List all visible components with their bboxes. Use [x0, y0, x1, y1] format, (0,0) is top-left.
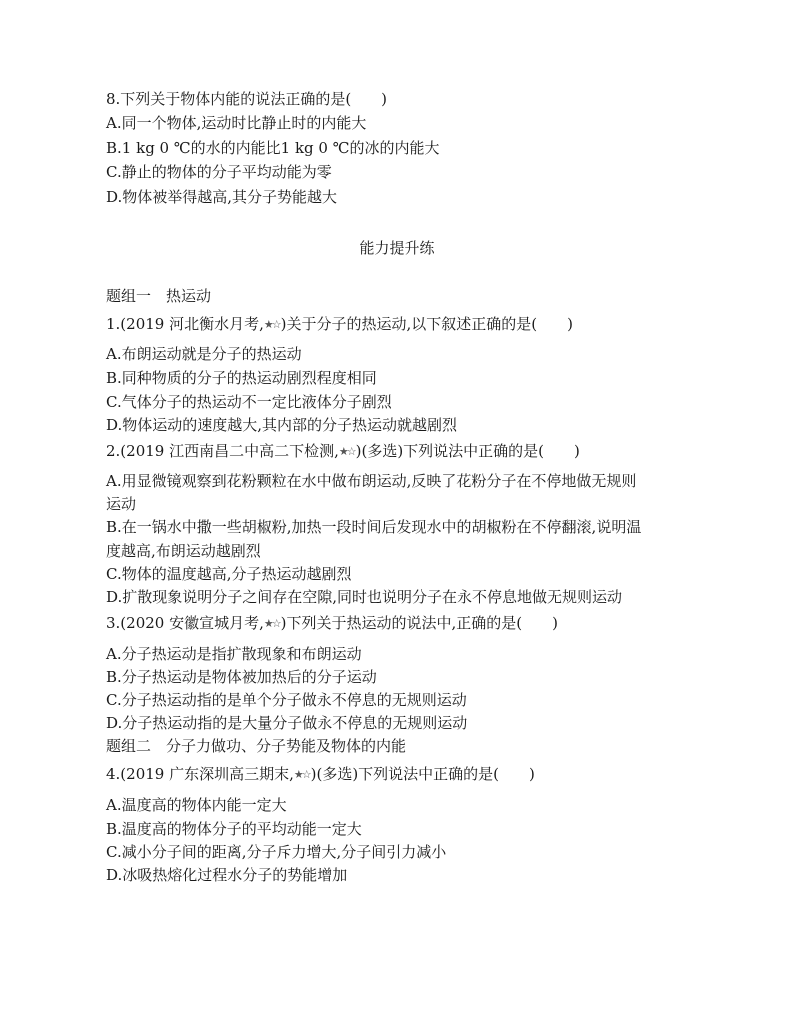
q1-option-b: B.同种物质的分子的热运动剧烈程度相同 [106, 369, 377, 387]
q4-stem [106, 763, 535, 786]
q1-option-a: A.布朗运动就是分子的热运动 [106, 345, 302, 363]
q4-stem-source: 4.(2019 广东深圳高三期末, [106, 765, 294, 783]
q1-stem-question: )关于分子的热运动,以下叙述正确的是( ) [280, 315, 573, 333]
q2-option-a-line1: A.用显微镜观察到花粉颗粒在水中做布朗运动,反映了花粉分子在不停地做无规则 [106, 472, 637, 490]
q8-stem: 8.下列关于物体内能的说法正确的是( ) [106, 90, 388, 108]
difficulty-star-icon: ★☆ [263, 617, 280, 630]
q3-option-a: A.分子热运动是指扩散现象和布朗运动 [106, 645, 362, 663]
difficulty-star-icon: ★☆ [338, 445, 355, 458]
q1-stem-source: 1.(2019 河北衡水月考, [106, 315, 264, 333]
q4-option-b: B.温度高的物体分子的平均动能一定大 [106, 820, 362, 838]
group1-title: 题组一 热运动 [106, 287, 212, 305]
q3-option-d: D.分子热运动指的是大量分子做永不停息的无规则运动 [106, 714, 468, 732]
q8-option-d: D.物体被举得越高,其分子势能越大 [106, 188, 338, 206]
q2-option-a-line2: 运动 [106, 495, 137, 513]
q3-stem-source: 3.(2020 安徽宣城月考, [106, 614, 264, 632]
q2-option-b-line2: 度越高,布朗运动越剧烈 [106, 542, 261, 560]
q4-option-a: A.温度高的物体内能一定大 [106, 796, 287, 814]
q4-stem-question: )(多选)下列说法中正确的是( ) [310, 765, 535, 783]
q8-option-b: B.1 kg 0 ℃的水的内能比1 kg 0 ℃的冰的内能大 [106, 139, 440, 157]
q3-option-c: C.分子热运动指的是单个分子做永不停息的无规则运动 [106, 691, 467, 709]
q1-option-d: D.物体运动的速度越大,其内部的分子热运动就越剧烈 [106, 416, 458, 434]
difficulty-star-icon: ★☆ [263, 318, 280, 331]
q2-stem [106, 440, 580, 463]
q2-option-b-line1: B.在一锅水中撒一些胡椒粉,加热一段时间后发现水中的胡椒粉在不停翻滚,说明温 [106, 518, 642, 536]
q4-option-c: C.减小分子间的距离,分子斥力增大,分子间引力减小 [106, 843, 447, 861]
q2-option-d: D.扩散现象说明分子之间存在空隙,同时也说明分子在永不停息地做无规则运动 [106, 588, 623, 606]
q2-stem-question: )(多选)下列说法中正确的是( ) [355, 442, 580, 460]
q1-option-c: C.气体分子的热运动不一定比液体分子剧烈 [106, 393, 392, 411]
q4-option-d: D.冰吸热熔化过程水分子的势能增加 [106, 866, 348, 884]
q1-stem [106, 313, 573, 336]
difficulty-star-icon: ★☆ [293, 768, 310, 781]
q3-option-b: B.分子热运动是物体被加热后的分子运动 [106, 668, 377, 686]
q8-option-a: A.同一个物体,运动时比静止时的内能大 [106, 114, 367, 132]
section-title: 能力提升练 [359, 239, 435, 257]
q2-option-c: C.物体的温度越高,分子热运动越剧烈 [106, 565, 352, 583]
q3-stem [106, 612, 558, 635]
q3-stem-question: )下列关于热运动的说法中,正确的是( ) [280, 614, 558, 632]
q2-stem-source: 2.(2019 江西南昌二中高二下检测, [106, 442, 339, 460]
group2-title: 题组二 分子力做功、分子势能及物体的内能 [106, 737, 407, 755]
q8-option-c: C.静止的物体的分子平均动能为零 [106, 163, 332, 181]
